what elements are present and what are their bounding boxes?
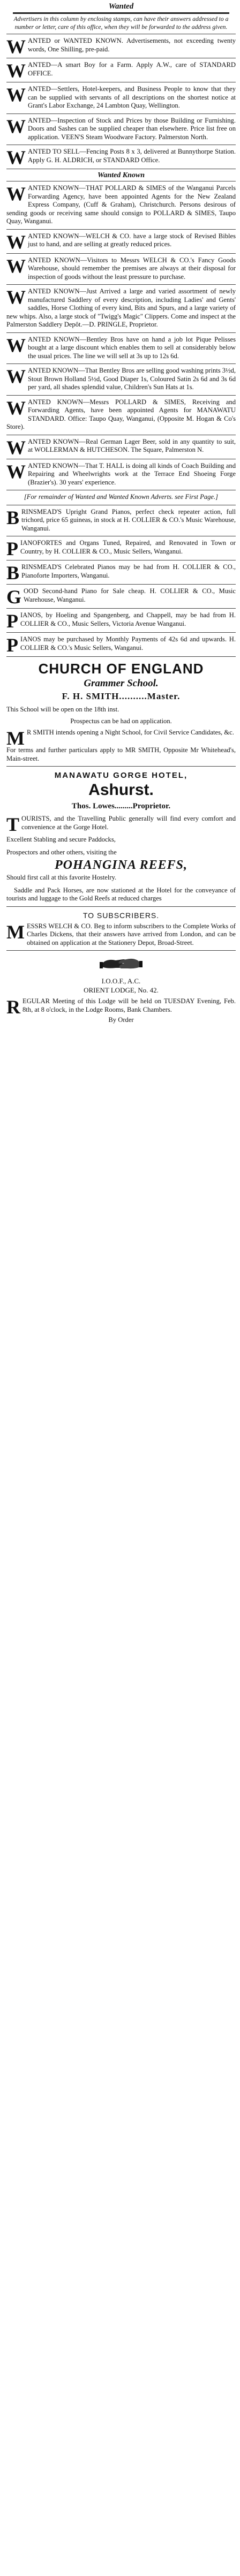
advert-dropcap: W: [6, 334, 26, 356]
advert-text: ANTED KNOWN—Bentley Bros have on hand a job lot Pique Pelisses bought at a large discount which enables them to sell at considerably below the usual prices. The line we will sell at 3s up to 12s 6d.: [28, 335, 236, 360]
advert-item: [5, 58, 237, 82]
lodge-footer: By Order: [108, 1016, 134, 1024]
advert-item: [5, 230, 237, 253]
advert-item: [5, 633, 237, 656]
advert-item: [5, 333, 237, 364]
advert-text: ANTED KNOWN—That Bentley Bros are selling good washing prints 3½d, Stout Brown Holland 5½d, Good Diaper 1s, Coloured Satin 2s 6d and 3s 6d per yard, all shades splendid value, Children's Sun Hats at 1s.: [28, 367, 236, 391]
advert-text: ANTED KNOWN—THAT POLLARD & SIMES of the Wanganui Parcels Forwarding Agency, have been appointed Agents for the New Zealand Express Company, (Cuff & Graham), Christchurch. Persons desirous of sending goods or receiving same should consign to POLLARD & SIMES, Taupo Quay, Wanganui.: [6, 184, 236, 225]
advert-dropcap: W: [6, 366, 26, 387]
advert-dropcap: W: [6, 60, 26, 81]
hotel-body: [5, 812, 237, 906]
advert-text: ANTED KNOWN—Messrs POLLARD & SIMES, Receiving and Forwarding Agents, have been appointed Agents for MANAWATU STANDARD. Office: Taupo Quay, Wanganui, (Opposite M. Hogan & Co's Store).: [6, 398, 236, 430]
classifieds-column: [0, 0, 240, 1028]
lodge-dropcap: R: [6, 996, 20, 1018]
subscribers-text: ESSRS WELCH & CO. Beg to inform subscribers to the Complete Works of Charles Dickens, that their answers have arrived from London, and can be obtained on application at the Stationery Depot, Broad-Street.: [26, 922, 236, 946]
advert-text: OOD Second-hand Piano for Sale cheap. H. COLLIER & CO., Music Warehouse, Wanganui.: [24, 587, 236, 603]
advert-text: IANOS, by Hoeling and Spangenberg, and Chappell, may be had from H. COLLIER & CO., Music Sellers, Victoria Avenue Wanganui.: [20, 611, 236, 627]
hotel-prospectors: Prospectors and other others, visiting the: [6, 848, 117, 856]
intro-notice: Advertisers in this column by enclosing stamps, can have their answers addressed to a number or letter, care of this office, when they will be forwarded to the address given.: [13, 16, 229, 31]
hotel-title: MANAWATU GORGE HOTEL,: [54, 771, 188, 780]
advert-dropcap: W: [6, 286, 26, 308]
advert-text: RINSMEAD'S Upright Grand Pianos, perfect check repeater action, full trichord, price 65 guineas, in stock at H. COLLIER & CO.'s Music Warehouse, Wanganui.: [21, 507, 236, 532]
advert-dropcap: B: [6, 506, 20, 528]
advert-item: [5, 364, 237, 395]
advert-text: RINSMEAD'S Celebrated Pianos may be had from H. COLLIER & CO., Pianoforte Importers, Wanganui.: [21, 563, 236, 579]
advert-text: ANTED KNOWN—Just Arrived a large and varied assortment of newly manufactured Saddlery of every description, including Ladies' and Gents' saddles, Horse Clothing of every kind, Bits and Spurs, and a large variety of new whips. Also, a large stock of "Twigg's Magic" Clippers. Come and inspect at the Palmerston Saddlery Depôt.—D. PRINGLE, Proprietor.: [6, 287, 236, 328]
subscribers-notice: [5, 907, 237, 951]
continued-note: [For remainder of Wanted and Wanted Known Adverts. see First Page.]: [24, 493, 219, 501]
advert-dropcap: W: [6, 397, 26, 419]
advert-item: [5, 459, 237, 490]
wanted-known-heading: Wanted Known: [97, 171, 145, 179]
hotel-horses: Saddle and Pack Horses, are now stationed at the Hotel for the conveyance of tourists and luggage to the Gold Reefs at reduced charges: [6, 886, 236, 902]
wanted-known-ads-list: [5, 181, 237, 490]
hotel-tourists: OURISTS, and the Travelling Public generally will find every comfort and convenience at the Gorge Hotel.: [21, 815, 236, 831]
lodge-subtitle: ORIENT LODGE, No. 42.: [84, 986, 159, 994]
advert-item: [5, 145, 237, 169]
church-night-school: R SMITH intends opening a Night School, for Civil Service Candidates, &c.: [26, 729, 234, 736]
church-dropcap: M: [6, 728, 25, 749]
advert-item: [5, 585, 237, 608]
advert-text: ANTED KNOWN—WELCH & CO. have a large stock of Revised Bibles just to hand, and are selling at greatly reduced prices.: [28, 232, 236, 248]
advert-dropcap: W: [6, 436, 26, 458]
subscribers-dropcap: M: [6, 921, 25, 943]
advert-item: [5, 396, 237, 435]
advert-text: ANTED KNOWN—Visitors to Messrs WELCH & CO.'s Fancy Goods Warehouse, should remember the premises are always at their disposal for inspection of goods without the least pressure to purchase.: [28, 256, 236, 281]
wanted-heading: Wanted: [108, 2, 134, 11]
church-subtitle: Grammer School.: [84, 678, 159, 689]
church-master: F. H. SMITH..........Master.: [62, 691, 181, 701]
advert-text: ANTED—Inspection of Stock and Prices by those Building or Furnishing. Doors and Sashes can be supplied cheaper than elsewhere. Price list free on application. VEEN'S Steam Woodware Factory. Palmerston North.: [28, 116, 236, 141]
divider: [6, 950, 236, 951]
advert-dropcap: P: [6, 610, 18, 632]
hotel-proprietor: Thos. Lowes.........Proprietor.: [71, 802, 171, 810]
music-ads-list: [5, 505, 237, 657]
church-school-advert: [5, 657, 237, 766]
advert-dropcap: W: [6, 115, 26, 137]
hotel-dropcap: T: [6, 814, 20, 835]
church-terms: For terms and further particulars apply to MR SMITH, Opposite Mr Whitehead's, Main-street.: [6, 746, 236, 762]
advert-dropcap: W: [6, 147, 26, 168]
advert-text: ANTED TO SELL—Fencing Posts 8 x 3, delivered at Bunnythorpe Station. Apply G. H. ALDRICH, or STANDARD Office.: [28, 148, 236, 164]
advert-text: ANTED or WANTED KNOWN. Advertisements, not exceeding twenty words, One Shilling, pre-paid.: [28, 37, 236, 53]
advert-item: [5, 82, 237, 113]
church-body: [5, 703, 237, 766]
hotel-stabling: Excellent Stabling and secure Paddocks,: [6, 836, 116, 843]
subscribers-title: TO SUBSCRIBERS.: [82, 911, 160, 920]
advert-item: [5, 114, 237, 145]
advert-text: IANOFORTES and Organs Tuned, Repaired, and Renovated in Town or Country, by H. COLLIER & CO., Music Sellers, Wanganui.: [20, 539, 236, 555]
advert-text: ANTED KNOWN—That T. HALL is doing all kinds of Coach Building and Repairing and Wheelwrights work at the Terrace End Shoeing Forge (Brazier's). 30 years' experience.: [28, 461, 236, 486]
advert-dropcap: G: [6, 586, 22, 608]
advert-item: [5, 609, 237, 632]
advert-dropcap: W: [6, 255, 26, 277]
clasped-hands-icon: [100, 953, 142, 972]
church-prospectus: Prospectus can be had on application.: [70, 717, 172, 725]
wanted-ads-list: [5, 34, 237, 169]
advert-text: IANOS may be purchased by Monthly Payments of 42s 6d and upwards. H. COLLIER & CO.'s Music Sellers, Wanganui.: [20, 635, 236, 651]
advert-text: ANTED—Settlers, Hotel-keepers, and Business People to know that they can be supplied with servants of all descriptions on the shortest notice at Grant's Labor Exchange, 24 Lambton Quay, Wellington.: [28, 85, 236, 109]
advert-text: ANTED—A smart Boy for a Farm. Apply A.W., care of STANDARD OFFICE.: [28, 61, 236, 77]
advert-dropcap: W: [6, 183, 26, 204]
advert-dropcap: W: [6, 231, 26, 253]
advert-item: [5, 536, 237, 560]
advert-item: [5, 254, 237, 285]
lodge-title: I.O.O.F., A.C.: [101, 977, 141, 985]
hotel-hostelry: Should first call at this favorite Hostelry.: [6, 874, 117, 881]
advert-item: [5, 560, 237, 584]
hotel-name: Ashurst.: [88, 781, 154, 799]
hotel-reefs: POHANGINA REEFS,: [54, 858, 188, 872]
church-title: CHURCH OF ENGLAND: [38, 661, 204, 677]
hotel-advert: [5, 767, 237, 906]
advert-dropcap: P: [6, 538, 18, 559]
advert-dropcap: B: [6, 562, 20, 584]
advert-dropcap: W: [6, 36, 26, 57]
church-open-date: This School will be open on the 18th inst.: [6, 706, 119, 713]
advert-item: [5, 181, 237, 229]
advert-item: [5, 505, 237, 536]
advert-item: [5, 435, 237, 459]
lodge-text: EGULAR Meeting of this Lodge will be held on TUESDAY Evening, Feb. 8th, at 8 o'clock, in the Lodge Rooms, Bank Chambers.: [22, 997, 236, 1013]
advert-dropcap: W: [6, 460, 26, 482]
lodge-notice: [5, 953, 237, 1028]
advert-item: [5, 34, 237, 58]
advert-item: [5, 285, 237, 332]
advert-dropcap: P: [6, 634, 18, 656]
advert-dropcap: W: [6, 84, 26, 105]
advert-text: ANTED KNOWN—Real German Lager Beer, sold in any quantity to suit, at WOLLERMAN & HUTCHESON. The Square, Palmerston N.: [28, 437, 236, 453]
